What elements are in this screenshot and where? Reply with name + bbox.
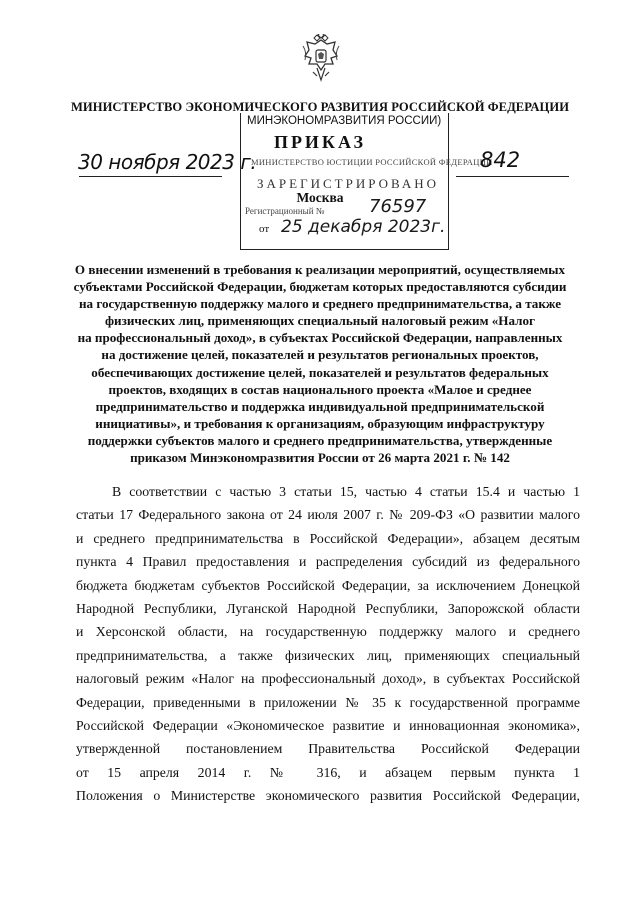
stamp-reg-label: Регистрационный №: [245, 206, 325, 216]
title-line: приказом Минэкономразвития России от 26 марта 2021 г. № 142: [130, 450, 510, 466]
body-line: В соответствии с частью 3 статьи 15, частью 4 статьи 15.4 и частью 1: [112, 484, 580, 499]
title-line: обеспечивающих достижение целей, показателей и результатов федеральных: [91, 364, 549, 380]
city: Москва: [296, 190, 344, 205]
title-line: физических лиц, применяющих специальный налоговый режим «Налог: [104, 313, 535, 329]
title-line: субъектами Российской Федерации, бюджетам которых предоставляются субсидии: [73, 279, 567, 295]
title-line: на профессиональный доход», в субъектах Российской Федерации, направленных: [77, 330, 563, 346]
body-line: и среднего предпринимательства в Российской Федерации», абзацем десятым: [76, 530, 580, 546]
stamp-date: 25 декабря 2023г.: [281, 217, 446, 237]
number-underline: [456, 176, 569, 177]
date-underline: [79, 176, 222, 177]
body-line: бюджета бюджетам субъектов Российской Федерации, за исключением Донецкой: [76, 577, 580, 593]
stamp-ministry: МИНЭКОНОМРАЗВИТИЯ РОССИИ): [247, 115, 442, 127]
title-line: предпринимательство и поддержка индивидуальной предпринимательской: [95, 398, 545, 414]
order-title: [52, 261, 588, 466]
body-line: статьи 17 Федерального закона от 24 июля 2007 г. № 209-ФЗ «О развитии малого: [76, 507, 580, 523]
title-line: на достижение целей, показателей и результатов региональных проектов,: [101, 347, 539, 363]
title-line: О внесении изменений в требования к реализации мероприятий, осуществляемых: [74, 262, 566, 277]
stamp-date-prefix: от: [259, 223, 270, 235]
body-line: и Херсонской области, на государственную поддержку малого и среднего: [76, 624, 580, 640]
body-text: [76, 480, 580, 808]
title-line: инициативы», и требования к организациям, образующим инфраструктуру: [95, 415, 545, 431]
body-line: налоговый режим «Налог на профессиональный доход», в субъектах Российской: [76, 671, 580, 687]
body-line: Федерации, приведенными в приложении № 35 к государственной программе: [76, 694, 580, 710]
body-line: Народной Республики, Луганской Народной Республики, Запорожской области: [76, 601, 580, 617]
stamp-justice-ministry: МИНИСТЕРСТВО ЮСТИЦИИ РОССИЙСКОЙ ФЕДЕРАЦИИ: [251, 157, 493, 167]
body-line: пункта 4 Правил предоставления и распределения субсидий из федерального: [76, 554, 580, 570]
title-line: проектов, входящих в состав национального проекта «Малое и среднее: [108, 381, 532, 397]
stamp-registered: ЗАРЕГИСТРИРОВАНО: [257, 176, 439, 191]
coat-of-arms-icon: [299, 34, 343, 82]
stamp-reg-number: 76597: [369, 196, 427, 217]
ministry-name: МИНИСТЕРСТВО ЭКОНОМИЧЕСКОГО РАЗВИТИЯ РОССИЙСКОЙ ФЕДЕРАЦИИ: [70, 100, 570, 114]
body-line: от 15 апреля 2014 г. № 316, и абзацем первым пункта 1: [76, 764, 580, 780]
body-line: Положения о Министерстве экономического развития Российской Федерации,: [76, 788, 580, 804]
body-line: Российской Федерации «Экономическое развитие и инновационная экономика»,: [76, 718, 580, 734]
document-type: ПРИКАЗ: [273, 132, 367, 152]
order-date: 30 ноября 2023 г.: [78, 150, 257, 174]
title-line: на государственную поддержку малого и среднего предпринимательства, а также: [78, 296, 562, 312]
order-number: 842: [480, 148, 521, 172]
body-line: утвержденной постановлением Правительства Российской Федерации: [76, 741, 580, 757]
body-line: предпринимательства, а также физических лиц, применяющих специальный: [76, 647, 580, 663]
title-line: поддержки субъектов малого и среднего предпринимательства, утвержденные: [87, 432, 553, 448]
